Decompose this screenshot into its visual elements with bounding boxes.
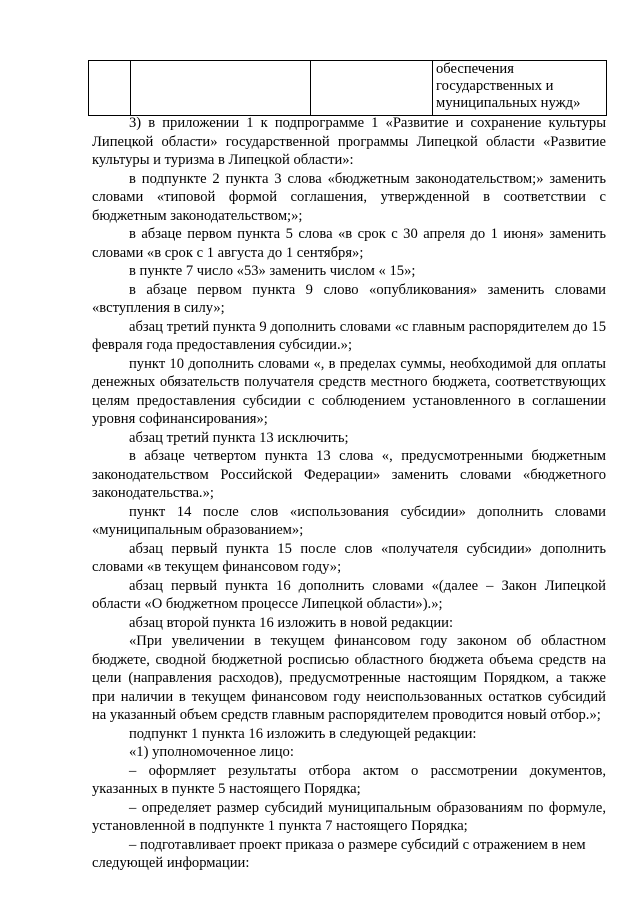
paragraph: подпункт 1 пункта 16 изложить в следующей редакции: — [129, 725, 477, 742]
paragraph: – оформляет результаты отбора актом о рассмотрении документов, указанных в пункте 5 настоящего Порядка; — [92, 762, 606, 797]
paragraph: «При увеличении в текущем финансовом году законом об областном бюджете, сводной бюджетной росписью областного бюджета объема средств на цели (направления расходов), предусмотренные настоящим Порядком, а также при наличии в текущем финансовом году неиспользованных остатков субсидий на указанный объем средств главным распорядителем проводится новый отбор.»; — [92, 633, 606, 723]
paragraph: абзац первый пункта 16 дополнить словами «(далее – Закон Липецкой области «О бюджетном процессе Липецкой области»).»; — [92, 577, 606, 612]
table-cell: обеспечения государственных и муниципальных нужд» — [433, 61, 607, 116]
paragraph: абзац третий пункта 13 исключить; — [129, 429, 349, 446]
table-cell — [131, 61, 311, 116]
paragraph: в пункте 7 число «53» заменить числом « 15»; — [129, 263, 416, 279]
paragraph: – определяет размер субсидий муниципальным образованиям по формуле, установленной в подпункте 1 пункта 7 настоящего Порядка; — [92, 799, 606, 834]
paragraph: 3) в приложении 1 к подпрограмме 1 «Развитие и сохранение культуры Липецкой области» государственной программы Липецкой области «Развитие культуры и туризма в Липецкой области»: — [92, 115, 606, 168]
paragraph: абзац второй пункта 16 изложить в новой редакции: — [129, 614, 454, 631]
paragraph: – подготавливает проект приказа о размере субсидий с отражением в нем следующей информации: — [92, 836, 586, 871]
table-cell — [89, 61, 131, 116]
paragraph: в подпункте 2 пункта 3 слова «бюджетным законодательством;» заменить словами «типовой формой соглашения, утвержденной в соответствии с бюджетным законодательством;»; — [92, 170, 606, 224]
paragraph: абзац первый пункта 15 после слов «получателя субсидии» дополнить словами «в текущем финансовом году»; — [92, 540, 606, 575]
paragraph: пункт 10 дополнить словами «, в пределах суммы, необходимой для оплаты денежных обязательств получателя средств местного бюджета, соответствующих целям предоставления субсидии с соблюдением установленного в соглашении уровня софинансирования»; — [92, 355, 606, 427]
table-row — [89, 61, 607, 116]
document-body — [92, 114, 606, 873]
paragraph: в абзаце первом пункта 5 слова «в срок с 30 апреля до 1 июня» заменить словами «в срок с 1 августа до 1 сентября»; — [92, 226, 606, 261]
paragraph: абзац третий пункта 9 дополнить словами «с главным распорядителем до 15 февраля года предоставления субсидии.»; — [92, 318, 606, 353]
table-continuation — [88, 60, 607, 116]
paragraph: пункт 14 после слов «использования субсидии» дополнить словами «муниципальным образованием»; — [92, 503, 606, 538]
paragraph: в абзаце первом пункта 9 слово «опубликования» заменить словами «вступления в силу»; — [92, 281, 606, 316]
table-cell — [311, 61, 433, 116]
paragraph: в абзаце четвертом пункта 13 слова «, предусмотренными бюджетным законодательством Российской Федерации» заменить словами «бюджетного законодательства.»; — [92, 448, 606, 501]
paragraph: «1) уполномоченное лицо: — [129, 744, 294, 760]
